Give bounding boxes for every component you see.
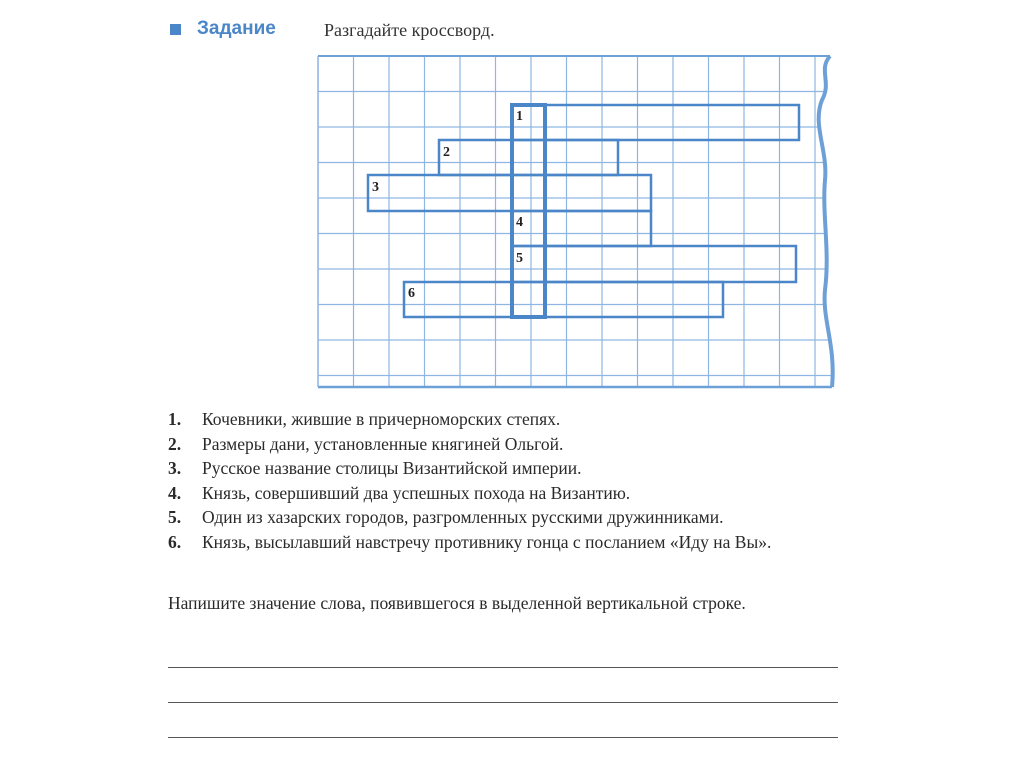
clue-number: 5. bbox=[168, 507, 182, 527]
answer-instruction: Напишите значение слова, появившегося в выделенной вертикальной строке. bbox=[168, 593, 746, 613]
paper-edge bbox=[819, 56, 833, 387]
clue-item-4 bbox=[168, 481, 858, 506]
clue-number: 6. bbox=[168, 531, 182, 552]
word-box-3 bbox=[368, 175, 651, 211]
cell-number-1: 1 bbox=[516, 109, 523, 124]
answer-line-1[interactable] bbox=[168, 667, 838, 668]
word-box-4 bbox=[512, 211, 651, 246]
clue-list bbox=[168, 407, 858, 554]
answer-line-3[interactable] bbox=[168, 737, 838, 738]
clue-text: Кочевники, жившие в причерноморских степях. bbox=[202, 409, 561, 429]
word-box-5 bbox=[512, 246, 796, 282]
clue-number: 1. bbox=[168, 409, 182, 429]
clue-item-6 bbox=[168, 530, 858, 555]
word-box-2 bbox=[439, 140, 618, 175]
task-label: Задание bbox=[197, 18, 276, 39]
clue-text: Один из хазарских городов, разгромленных русскими дружинниками. bbox=[202, 507, 724, 527]
clue-text: Размеры дани, установленные княгиней Ольгой. bbox=[202, 433, 564, 454]
clue-item-3 bbox=[168, 456, 858, 481]
clue-text: Русское название столицы Византийской империи. bbox=[202, 458, 582, 478]
task-instruction: Разгадайте кроссворд. bbox=[324, 20, 495, 40]
clue-number: 2. bbox=[168, 433, 182, 454]
cell-number-6: 6 bbox=[408, 286, 415, 301]
clue-number: 3. bbox=[168, 458, 182, 478]
cell-number-3: 3 bbox=[372, 180, 379, 195]
cell-number-2: 2 bbox=[443, 145, 450, 160]
cell-number-5: 5 bbox=[516, 251, 523, 266]
word-box-6 bbox=[404, 282, 723, 317]
clue-item-2 bbox=[168, 432, 858, 457]
clue-item-1 bbox=[168, 407, 858, 432]
answer-line-2[interactable] bbox=[168, 702, 838, 703]
cell-number-4: 4 bbox=[516, 215, 523, 230]
clue-text: Князь, высылавший навстречу противнику гонца с посланием «Иду на Вы». bbox=[202, 531, 772, 552]
clue-number: 4. bbox=[168, 482, 182, 503]
clue-text: Князь, совершивший два успешных похода на Византию. bbox=[202, 482, 631, 503]
word-box-1 bbox=[512, 105, 799, 140]
clue-item-5 bbox=[168, 505, 858, 530]
